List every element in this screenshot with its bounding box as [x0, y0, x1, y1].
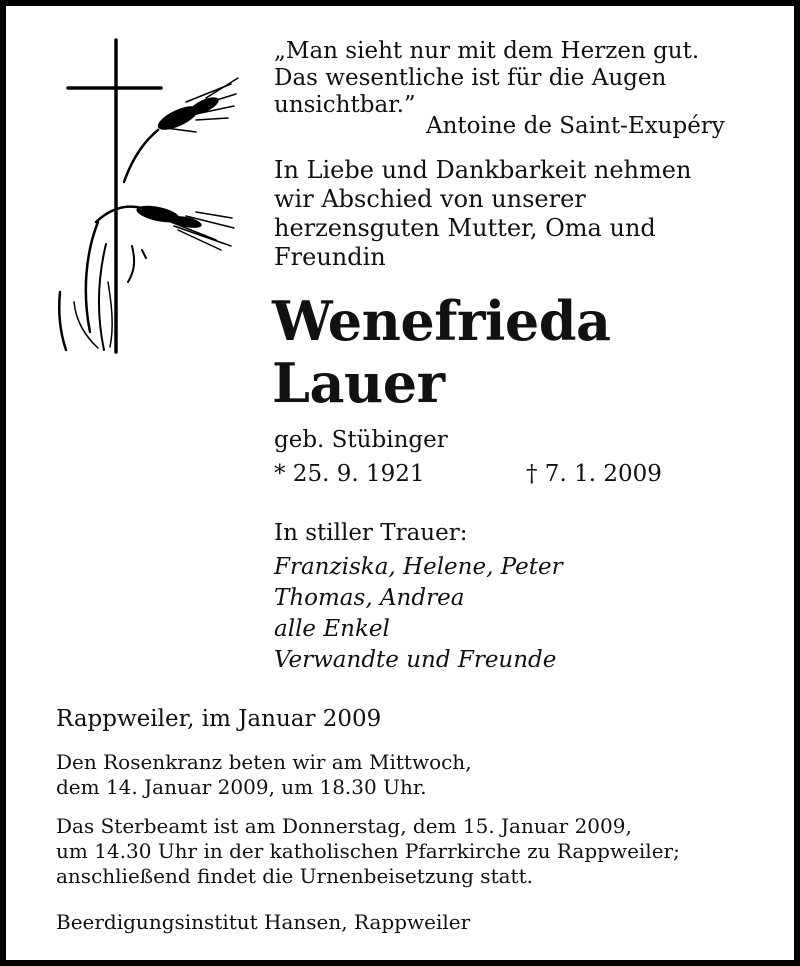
maiden-name: geb. Stübinger [274, 427, 448, 453]
rosary-line: dem 14. Januar 2009, um 18.30 Uhr. [56, 775, 427, 799]
cross-with-wheat-icon [46, 32, 246, 362]
birth-date: * 25. 9. 1921 [274, 461, 425, 487]
intro-line: In Liebe und Dankbarkeit nehmen [274, 156, 692, 184]
mourner-line: Franziska, Helene, Peter [274, 554, 563, 580]
mourners-list [274, 552, 563, 676]
rosary-notice [56, 750, 472, 800]
undertaker: Beerdigungsinstitut Hansen, Rappweiler [56, 910, 471, 934]
deceased-name [272, 290, 611, 414]
funeral-line: um 14.30 Uhr in der katholischen Pfarrkirche zu Rappweiler; [56, 839, 680, 863]
death-date: † 7. 1. 2009 [526, 461, 662, 487]
intro-text [274, 156, 691, 272]
mourner-line: alle Enkel [274, 616, 390, 642]
funeral-notice [56, 814, 680, 889]
funeral-line: Das Sterbeamt ist am Donnerstag, dem 15. Januar 2009, [56, 814, 632, 838]
mourning-label: In stiller Trauer: [274, 520, 468, 546]
quote-line: „Man sieht nur mit dem Herzen gut. [274, 38, 700, 64]
mourner-line: Thomas, Andrea [274, 585, 465, 611]
place-date: Rappweiler, im Januar 2009 [56, 706, 382, 732]
quote-line: Das wesentliche ist für die Augen [274, 65, 667, 91]
quote [274, 38, 699, 119]
first-name: Wenefrieda [272, 289, 611, 353]
mourner-line: Verwandte und Freunde [274, 647, 557, 673]
intro-line: herzensguten Mutter, Oma und [274, 214, 656, 242]
funeral-line: anschließend findet die Urnenbeisetzung statt. [56, 864, 533, 888]
intro-line: Freundin [274, 243, 386, 271]
quote-line: unsichtbar.” [274, 92, 416, 118]
rosary-line: Den Rosenkranz beten wir am Mittwoch, [56, 750, 472, 774]
quote-author: Antoine de Saint-Exupéry [426, 113, 725, 139]
intro-line: wir Abschied von unserer [274, 185, 586, 213]
last-name: Lauer [272, 351, 445, 415]
